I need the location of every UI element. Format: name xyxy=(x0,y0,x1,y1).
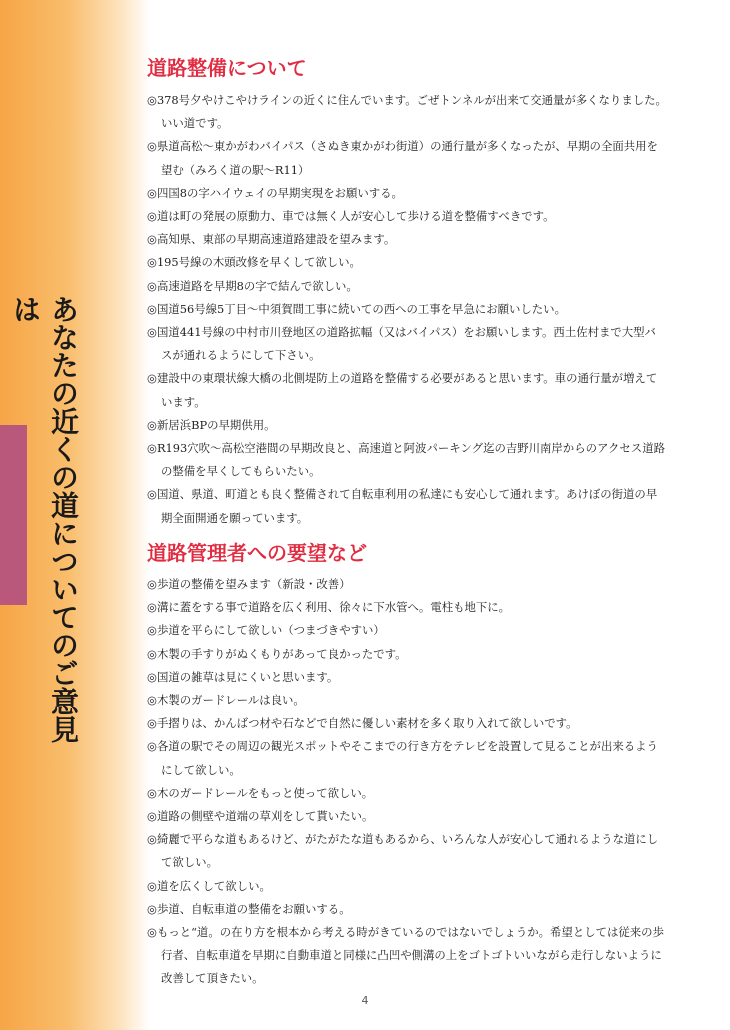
list-item: ◎歩道を平らにして欲しい（つまづきやすい） xyxy=(147,623,385,638)
list-item: ◎木のガードレールをもっと使って欲しい。 xyxy=(147,785,374,800)
list-item: ◎国道の雑草は見にくいと思います。 xyxy=(147,669,339,684)
list-item: ◎もっと“道。の在り方を根本から考える時がきているのではないでしょうか。希望としては従来の歩行者、自転車道を早期に自動車道と同様に凸凹や側溝の上をゴトゴトいいながら走行しないように改善して頂きたい。 xyxy=(147,925,664,986)
list-item: ◎道を広くして欲しい。 xyxy=(147,878,271,893)
section-heading-road-administrator: 道路管理者への要望など xyxy=(147,541,367,565)
side-tab-marker xyxy=(0,425,27,605)
list-item: ◎新居浜BPの早期供用。 xyxy=(147,417,276,432)
list-item: ◎綺麗で平らな道もあるけど、がたがたな道もあるから、いろんな人が安心して通れるような道にして欲しい。 xyxy=(147,832,659,870)
list-item: ◎県道高松～東かがわバイパス（さぬき東かがわ街道）の通行量が多くなったが、早期の全面共用を望む（みろく道の駅～R11） xyxy=(147,139,658,177)
list-item: ◎国道56号線5丁目～中須賀間工事に続いての西への工事を早急にお願いしたい。 xyxy=(147,301,566,316)
list-item: ◎高速道路を早期8の字で結んで欲しい。 xyxy=(147,278,358,293)
list-item: ◎国道441号線の中村市川登地区の道路拡幅（又はバイパス）をお願いします。西土佐村まで大型バスが通れるようにして下さい。 xyxy=(147,325,656,363)
list-item: ◎道路の側壁や道端の草刈をして貰いたい。 xyxy=(147,809,374,824)
list-item: ◎溝に蓋をする事で道路を広く利用、徐々に下水管へ。電柱も地下に。 xyxy=(147,600,511,615)
list-item: ◎国道、県道、町道とも良く整備されて自転車利用の私達にも安心して通れます。あけぼの街道の早期全面開通を願っています。 xyxy=(147,487,658,525)
list-item: ◎手摺りは、かんばつ材や石などで自然に優しい素材を多く取り入れて欲しいです。 xyxy=(147,716,578,731)
list-item: ◎各道の駅でその周辺の観光スポットやそこまでの行き方をテレビを設置して見ることが出来るようにして欲しい。 xyxy=(147,739,658,777)
list-item: ◎歩道、自転車道の整備をお願いする。 xyxy=(147,901,351,916)
list-item: ◎378号夕やけこやけラインの近くに住んでいます。ごぜトンネルが出来て交通量が多くなりました。いい道です。 xyxy=(147,93,667,131)
list-item: ◎道は町の発展の原動力、車では無く人が安心して歩ける道を整備すべきです。 xyxy=(147,209,555,224)
list-item: ◎高知県、東部の早期高速道路建設を望みます。 xyxy=(147,232,396,247)
list-item: ◎木製の手すりがぬくもりがあって良かったです。 xyxy=(147,646,407,661)
opinion-list-road-maintenance xyxy=(147,89,667,530)
opinion-list-road-administrator xyxy=(147,573,667,991)
list-item: ◎R193穴吹～高松空港間の早期改良と、高速道と阿波パーキング迄の吉野川南岸からのアクセス道路の整備を早くしてもらいたい。 xyxy=(147,441,665,479)
list-item: ◎木製のガードレールは良い。 xyxy=(147,693,305,708)
section-heading-road-maintenance: 道路整備について xyxy=(147,56,307,80)
page-number: 4 xyxy=(361,994,369,1007)
list-item: ◎195号線の木頭改修を早くして欲しい。 xyxy=(147,255,361,270)
list-item: ◎建設中の東環状線大橋の北側堤防上の道路を整備する必要があると思います。車の通行量が増えています。 xyxy=(147,371,658,409)
list-item: ◎四国8の字ハイウェイの早期実現をお願いする。 xyxy=(147,185,403,200)
vertical-title: あなたの近くの道についてのご意見は xyxy=(9,295,80,743)
list-item: ◎歩道の整備を望みます（新設・改善） xyxy=(147,577,351,591)
